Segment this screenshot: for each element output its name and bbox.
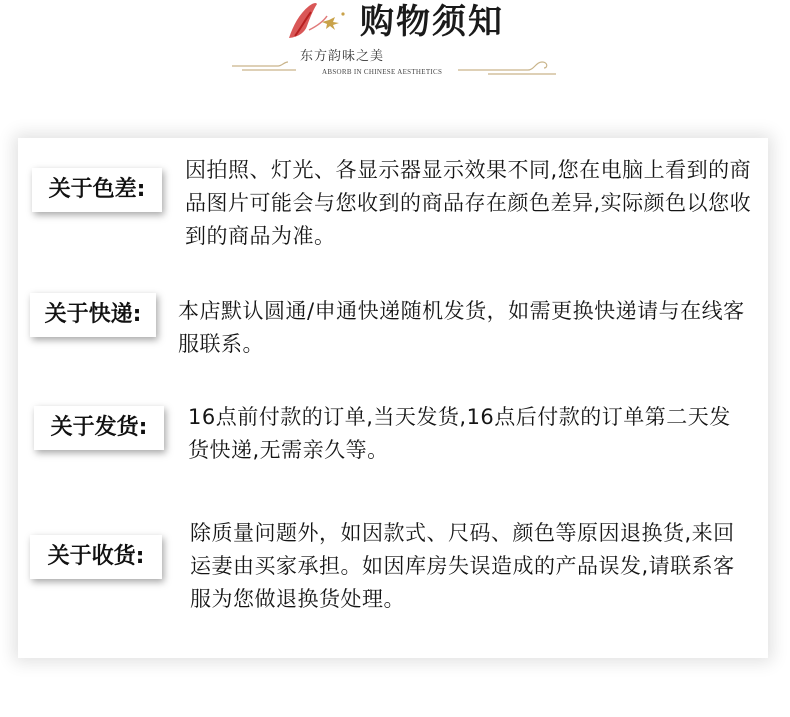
header — [0, 0, 790, 100]
notice-text: 本店默认圆通/申通快递随机发货，如需更换快递请与在线客服联系。 — [178, 299, 745, 356]
notice-label: 关于色差: — [32, 168, 162, 212]
page-title: 购物须知 — [360, 2, 504, 42]
red-brush-bird-icon — [283, 0, 353, 44]
notice-label: 关于收货: — [30, 535, 162, 579]
left-cloud-line-decoration — [232, 54, 296, 76]
right-cloud-line-decoration — [458, 50, 556, 76]
notice-label: 关于快递: — [30, 293, 156, 337]
notice-text: 因拍照、灯光、各显示器显示效果不同,您在电脑上看到的商品图片可能会与您收到的商品存在颜色差异,实际颜色以您收到的商品为准。 — [185, 158, 752, 248]
subtitle-en: ABSORB IN CHINESE AESTHETICS — [322, 68, 443, 76]
notice-label: 关于发货: — [34, 406, 164, 450]
notice-text: 16点前付款的订单,当天发货,16点后付款的订单第二天发货快递,无需亲久等。 — [188, 405, 731, 462]
notice-text: 除质量问题外，如因款式、尺码、颜色等原因退换货,来回运妻由买家承担。如因库房失误造成的产品误发,请联系客服为您做退换货处理。 — [190, 521, 735, 611]
notice-card — [18, 138, 768, 658]
subtitle-cn: 东方韵味之美 — [300, 49, 385, 64]
